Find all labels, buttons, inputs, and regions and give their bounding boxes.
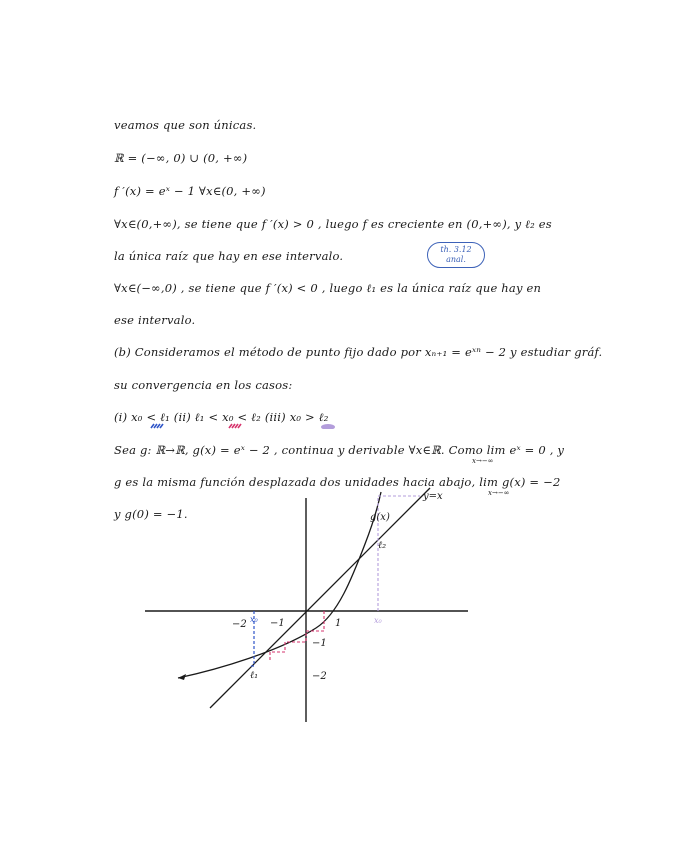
l1-label: ℓ₁ — [250, 670, 259, 681]
text-line-3: f ′(x) = eˣ − 1 ∀x∈(0, +∞) — [114, 184, 266, 198]
text-line-1: veamos que son únicas. — [114, 118, 257, 132]
l2-label: ℓ₂ — [378, 540, 387, 551]
text-line-12: g es la misma función desplazada dos unidades hacia abajo, lim g(x) = −2 — [114, 475, 561, 489]
curve-arrow-icon — [178, 674, 186, 680]
text-line-6: ∀x∈(−∞,0) , se tiene que f ′(x) < 0 , luego ℓ₁ es la única raíz que hay en — [114, 281, 542, 295]
limit-subscript-2: x→−∞ — [488, 489, 510, 497]
tick-x-neg2: −2 — [232, 619, 247, 630]
tick-y-neg1: −1 — [312, 638, 327, 649]
text-line-11: Sea g: ℝ→ℝ, g(x) = eˣ − 2 , continua y derivable ∀x∈ℝ. Como lim eˣ = 0 , y — [114, 443, 565, 457]
g-curve — [178, 492, 381, 678]
case3-color-swatch — [320, 423, 336, 429]
text-line-9: su convergencia en los casos: — [114, 378, 293, 392]
identity-label: y=x — [423, 491, 443, 502]
tick-y-neg2: −2 — [312, 671, 327, 682]
text-line-2: ℝ = (−∞, 0) ∪ (0, +∞) — [114, 151, 248, 165]
text-line-5: la única raíz que hay en ese intervalo. — [114, 249, 344, 263]
text-line-8: (b) Consideramos el método de punto fijo dado por xₙ₊₁ = eˣⁿ − 2 y estudiar gráf. — [114, 345, 603, 359]
margin-note-line-1: th. 3.12 — [440, 245, 472, 254]
g-label: g(x) — [370, 512, 390, 523]
margin-note-line-2: anal. — [446, 255, 466, 264]
case2-color-swatch — [228, 423, 244, 429]
text-line-7: ese intervalo. — [114, 313, 196, 327]
x0-left-label: x₀ — [250, 615, 258, 624]
limit-subscript-1: x→−∞ — [472, 457, 494, 465]
text-line-10-cases: (i) x₀ < ℓ₁ (ii) ℓ₁ < x₀ < ℓ₂ (iii) x₀ > ℓ₂ — [114, 410, 329, 424]
text-line-13: y g(0) = −1. — [114, 507, 188, 521]
fixed-point-graph — [140, 486, 480, 731]
tick-x-1: 1 — [335, 618, 342, 629]
x0-right-label: x₀ — [374, 616, 382, 625]
case1-color-swatch — [150, 423, 164, 429]
margin-note — [427, 242, 485, 268]
text-line-4: ∀x∈(0,+∞), se tiene que f ′(x) > 0 , luego f es creciente en (0,+∞), y ℓ₂ es — [114, 217, 552, 231]
tick-x-neg1: −1 — [270, 618, 285, 629]
